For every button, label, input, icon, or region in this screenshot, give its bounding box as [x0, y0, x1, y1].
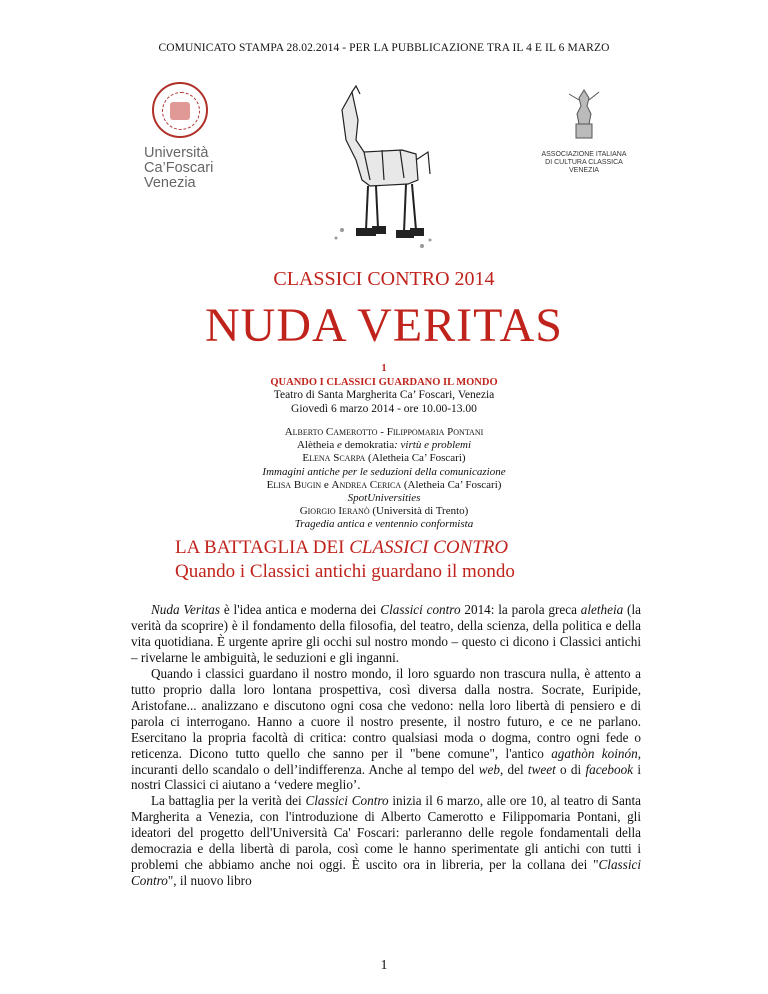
event-details	[0, 362, 768, 416]
speaker-line: Elisa Bugin e Andrea Cerica (Aletheia Ca’ Foscari)	[266, 478, 502, 491]
main-title: NUDA VERITAS	[205, 299, 563, 352]
press-release-header: COMUNICATO STAMPA 28.02.2014 - PER LA PUBBLICAZIONE TRA IL 4 E IL 6 MARZO	[158, 42, 610, 54]
university-name: Università Ca’Foscari Venezia	[144, 145, 214, 191]
association-name: ASSOCIAZIONE ITALIANA DI CULTURA CLASSICA VENEZIA	[541, 151, 627, 174]
owl-statue-icon	[559, 84, 609, 142]
horse-illustration	[312, 80, 442, 260]
university-seal-icon	[152, 82, 208, 138]
association-logo	[536, 84, 632, 175]
page-number: 1	[380, 958, 388, 973]
speaker-line: Alberto Camerotto - Filippomaria Pontani	[284, 426, 484, 438]
university-logo	[144, 82, 254, 191]
event-date: Giovedì 6 marzo 2014 - ore 10.00-13.00	[291, 402, 477, 415]
speakers-list	[0, 426, 768, 532]
body-text	[131, 602, 641, 889]
talk-title: SpotUniversities	[347, 492, 421, 505]
event-title: QUANDO I CLASSICI GUARDANO IL MONDO	[270, 376, 498, 388]
event-number: 1	[381, 363, 387, 374]
paragraph: La battaglia per la verità dei Classici Contro inizia il 6 marzo, alle ore 10, al teatro di Santa Margherita a Venezia, con l'introduzione di Alberto Camerotto e Filippomaria Pontani, gli ideatori del progetto dell'Università Ca' Foscari: parleranno delle regole fondamentali della democrazia e della libertà di parola, così come le hanno sperimentate gli antichi con tutti i problemi che abbiamo anche noi oggi. È uscito ora in libreria, per la collana dei "Classici Contro", il nuovo libro	[131, 793, 641, 889]
talk-title: Alètheia e demokratia: virtù e problemi	[296, 439, 472, 452]
section-heading: LA BATTAGLIA DEI CLASSICI CONTRO Quando i Classici antichi guardano il mondo	[175, 537, 515, 582]
paragraph: Nuda Veritas è l'idea antica e moderna dei Classici contro 2014: la parola greca aletheia (la verità da scoprire) è il fondamento della filosofia, del teatro, della scienza, della politica e della vita quotidiana. È urgente aprire gli occhi sul nostro mondo – questo ci dicono i Classici antichi – rivelarne le ambiguità, le seduzioni e gli inganni.	[131, 602, 641, 665]
paragraph: Quando i classici guardano il nostro mondo, il loro sguardo non trascura nulla, è attento a tutto proprio dalla loro lontana prospettiva, così diversa dalla nostra. Socrate, Euripide, Aristofane... analizzano e discutono ogni cosa che vedono: nella loro libertà di pensiero e di parola ci interrogano. Hanno a cuore il nostro presente, il nostro futuro, e ce ne parlano. Esercitano la propria facoltà di critica: contro qualsiasi moda o dogma, contro ogni fede o reticenza. Dicono tutto quello che sanno per il "bene comune", l'antico agathòn koinón, incuranti dello scandalo o dell’indifferenza. Anche al tempo del web, del tweet o di facebook i nostri Classici ci aiutano a ‘vedere meglio’.	[131, 665, 641, 793]
talk-title: Tragedia antica e ventennio conformista	[294, 518, 474, 531]
section-subheading: Quando i Classici antichi guardano il mondo	[175, 561, 515, 582]
talk-title: Immagini antiche per le seduzioni della comunicazione	[262, 465, 506, 478]
speaker-line: Elena Scarpa (Aletheia Ca’ Foscari)	[302, 452, 466, 465]
festival-title: CLASSICI CONTRO 2014	[273, 268, 495, 290]
speaker-line: Giorgio Ieranò (Università di Trento)	[299, 505, 469, 518]
event-venue: Teatro di Santa Margherita Ca’ Foscari, Venezia	[273, 389, 495, 401]
